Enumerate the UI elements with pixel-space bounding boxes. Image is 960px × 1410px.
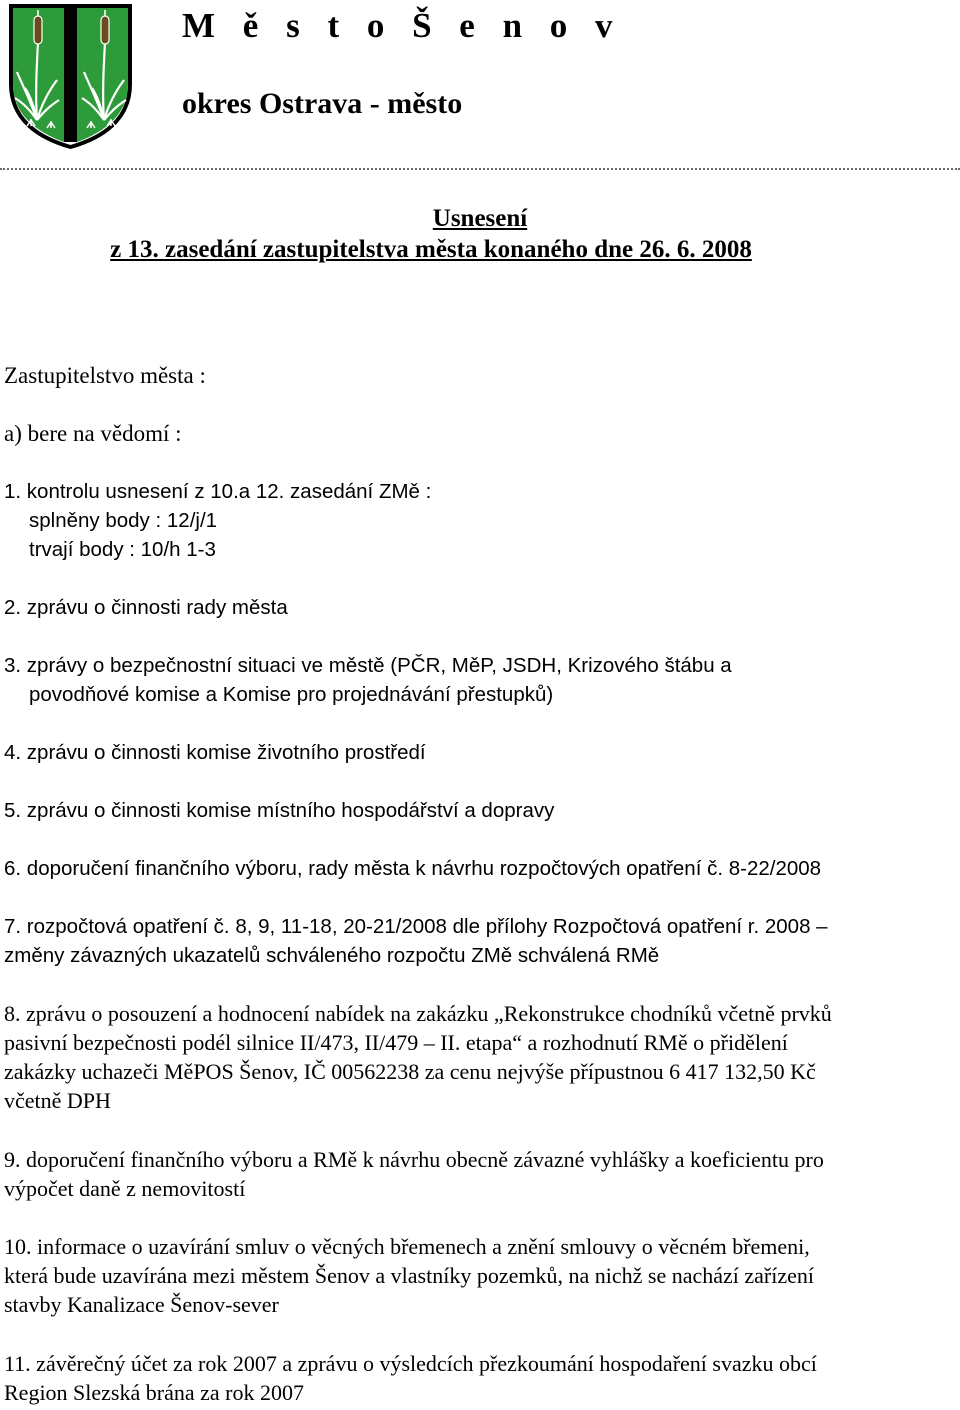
coat-of-arms-icon [7,2,134,150]
item-10-line-3: stavby Kanalizace Šenov-sever [4,1292,279,1317]
item-9-line-2: výpočet daně z nemovitostí [4,1176,246,1201]
town-title: M ě s t o Š e n o v [182,6,623,45]
section-a-heading: a) bere na vědomí : [4,421,182,446]
item-7-line-2: změny závazných ukazatelů schváleného rozpočtu ZMě schválená RMě [4,944,660,967]
item-4: 4. zprávu o činnosti komise životního prostředí [4,741,426,764]
document-subtitle: z 13. zasedání zastupitelstva města konaného dne 26. 6. 2008 [110,236,752,263]
district-subtitle: okres Ostrava - město [182,87,463,120]
council-heading: Zastupitelstvo města : [4,363,206,388]
item-10-line-1: 10. informace o uzavírání smluv o věcných břemenech a znění smlouvy o věcném břemeni, [4,1234,810,1259]
item-1-line-3: trvají body : 10/h 1-3 [29,538,216,561]
item-8-line-2: pasivní bezpečnosti podél silnice II/473, II/479 – II. etapa“ a rozhodnutí RMě o přidělení [4,1030,788,1055]
item-8-line-4: včetně DPH [4,1088,111,1113]
item-1-line-2: splněny body : 12/j/1 [29,509,218,532]
item-11-line-1: 11. závěrečný účet za rok 2007 a zprávu o výsledcích přezkoumání hospodaření svazku obcí [4,1351,817,1376]
item-9-line-1: 9. doporučení finančního výboru a RMě k návrhu obecně závazné vyhlášky a koeficientu pro [4,1147,824,1172]
item-5: 5. zprávu o činnosti komise místního hospodářství a dopravy [4,799,555,822]
document-title: Usnesení [432,205,528,232]
item-7-line-1: 7. rozpočtová opatření č. 8, 9, 11-18, 20-21/2008 dle přílohy Rozpočtová opatření r. 2008 – [4,915,828,938]
item-1-line-1: 1. kontrolu usnesení z 10.a 12. zasedání ZMě : [4,480,432,503]
item-8-line-1: 8. zprávu o posouzení a hodnocení nabídek na zakázku „Rekonstrukce chodníků včetně prvků [4,1001,832,1026]
item-8-line-3: zakázky uchazeči MěPOS Šenov, IČ 00562238 za cenu nejvýše přípustnou 6 417 132,50 Kč [4,1059,816,1084]
item-6: 6. doporučení finančního výboru, rady města k návrhu rozpočtových opatření č. 8-22/2008 [4,857,822,880]
item-11-line-2: Region Slezská brána za rok 2007 [4,1380,304,1405]
header-divider [0,168,960,170]
item-3-line-1: 3. zprávy o bezpečnostní situaci ve městě (PČR, MěP, JSDH, Krizového štábu a [4,654,732,677]
item-10-line-2: která bude uzavírána mezi městem Šenov a vlastníky pozemků, na nichž se nachází zařízení [4,1263,814,1288]
item-3-line-2: povodňové komise a Komise pro projednávání přestupků) [29,683,554,706]
item-2: 2. zprávu o činnosti rady města [4,596,288,619]
